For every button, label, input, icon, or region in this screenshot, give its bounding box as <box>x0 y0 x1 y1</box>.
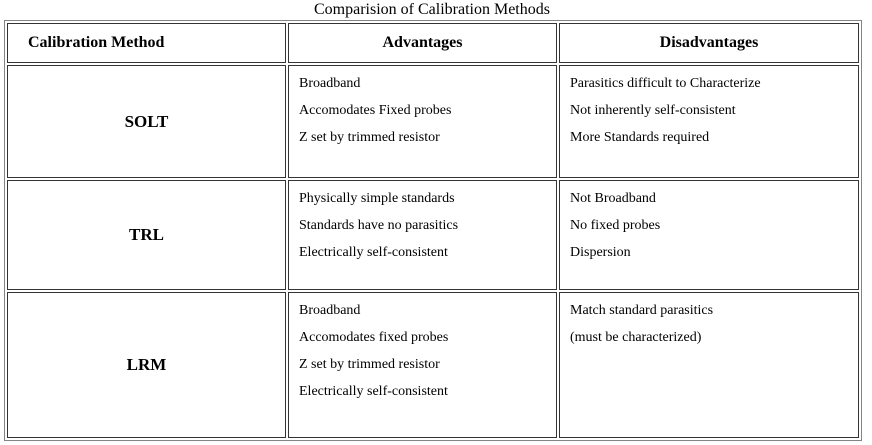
advantage-line: Z set by trimmed resistor <box>299 357 440 372</box>
advantage-line: Standards have no parasitics <box>299 218 459 233</box>
disadvantages-cell-lrm <box>559 292 859 438</box>
header-advantages: Advantages <box>288 23 557 63</box>
table-row-lrm <box>7 292 859 438</box>
advantage-line: Broadband <box>299 303 361 318</box>
disadvantage-line: Dispersion <box>570 245 631 260</box>
table-row-trl <box>7 180 859 290</box>
advantage-line: Electrically self-consistent <box>299 384 448 399</box>
advantage-line: Accomodates Fixed probes <box>299 103 452 118</box>
disadvantage-line: Not inherently self-consistent <box>570 103 736 118</box>
disadvantage-line: Match standard parasitics <box>570 303 714 318</box>
disadvantage-line: No fixed probes <box>570 218 661 233</box>
disadvantages-cell-trl <box>559 180 859 290</box>
page-title: Comparision of Calibration Methods <box>314 1 550 18</box>
advantage-line: Electrically self-consistent <box>299 245 448 260</box>
advantage-line: Physically simple standards <box>299 191 455 206</box>
header-calibration-method: Calibration Method <box>7 23 286 63</box>
advantages-cell-lrm <box>288 292 557 438</box>
disadvantage-line: Not Broadband <box>570 191 656 206</box>
advantage-line: Accomodates fixed probes <box>299 330 449 345</box>
method-cell-lrm: LRM <box>7 292 286 438</box>
header-disadvantages: Disadvantages <box>559 23 859 63</box>
disadvantage-line: More Standards required <box>570 130 710 145</box>
disadvantage-line: Parasitics difficult to Characterize <box>570 76 761 91</box>
table-row-solt <box>7 65 859 178</box>
advantages-cell-trl <box>288 180 557 290</box>
method-cell-solt: SOLT <box>7 65 286 178</box>
header-row <box>7 23 859 63</box>
calibration-comparison-table <box>4 20 862 441</box>
advantage-line: Broadband <box>299 76 361 91</box>
advantage-line: Z set by trimmed resistor <box>299 130 440 145</box>
advantages-cell-solt <box>288 65 557 178</box>
method-cell-trl: TRL <box>7 180 286 290</box>
disadvantages-cell-solt <box>559 65 859 178</box>
disadvantage-line: (must be characterized) <box>570 330 702 345</box>
